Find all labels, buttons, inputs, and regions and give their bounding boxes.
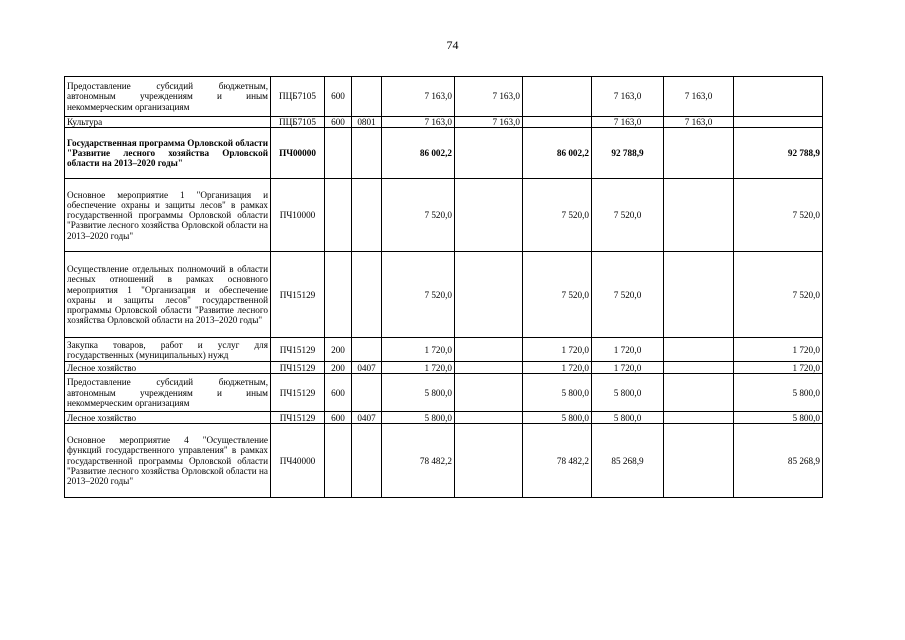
row-value-5 [664, 374, 734, 412]
row-code: ПЧ15129 [271, 252, 325, 338]
row-value-3: 5 800,0 [523, 412, 592, 424]
row-value-5: 7 163,0 [664, 77, 734, 117]
row-value-4: 5 800,0 [592, 374, 664, 412]
row-value-1: 5 800,0 [382, 412, 455, 424]
row-vr: 600 [325, 412, 352, 424]
row-value-4: 85 268,9 [592, 424, 664, 498]
row-value-5 [664, 179, 734, 252]
row-value-2 [455, 412, 523, 424]
table-row [65, 374, 823, 412]
row-value-1: 7 520,0 [382, 252, 455, 338]
row-value-4: 7 163,0 [592, 77, 664, 117]
row-value-6: 5 800,0 [734, 412, 823, 424]
row-code: ПЧ15129 [271, 374, 325, 412]
row-value-2 [455, 338, 523, 362]
row-vr: 200 [325, 362, 352, 374]
row-name: Закупка товаров, работ и услуг для государственных (муниципальных) нужд [65, 338, 271, 362]
row-value-1: 7 163,0 [382, 117, 455, 128]
table-row [65, 338, 823, 362]
row-value-2: 7 163,0 [455, 77, 523, 117]
table-row [65, 362, 823, 374]
row-value-5 [664, 424, 734, 498]
row-value-6: 1 720,0 [734, 338, 823, 362]
row-value-3 [523, 77, 592, 117]
row-vr [325, 128, 352, 179]
row-vr [325, 179, 352, 252]
row-name: Осуществление отдельных полномочий в области лесных отношений в рамках основного мероприятия 1 "Организация и обеспечение охраны и защиты лесов" государственной программы Орловской области "Развитие лесного хозяйства Орловской области на 2013–2020 годы" [65, 252, 271, 338]
row-vr [325, 252, 352, 338]
row-value-4: 7 163,0 [592, 117, 664, 128]
row-rz [352, 338, 382, 362]
row-value-6: 1 720,0 [734, 362, 823, 374]
row-value-6 [734, 77, 823, 117]
row-value-4: 1 720,0 [592, 338, 664, 362]
row-value-5 [664, 338, 734, 362]
row-rz [352, 128, 382, 179]
row-vr: 200 [325, 338, 352, 362]
row-name: Государственная программа Орловской области "Развитие лесного хозяйства Орловской области на 2013–2020 годы" [65, 128, 271, 179]
row-name: Культура [65, 117, 271, 128]
table-row [65, 117, 823, 128]
row-vr: 600 [325, 374, 352, 412]
row-value-4: 92 788,9 [592, 128, 664, 179]
row-value-3: 86 002,2 [523, 128, 592, 179]
row-value-1: 86 002,2 [382, 128, 455, 179]
row-value-6: 85 268,9 [734, 424, 823, 498]
row-value-2 [455, 424, 523, 498]
row-value-4: 7 520,0 [592, 179, 664, 252]
table-row [65, 77, 823, 117]
row-value-5 [664, 128, 734, 179]
row-value-2 [455, 374, 523, 412]
row-rz [352, 179, 382, 252]
row-name: Основное мероприятие 1 "Организация и обеспечение охраны и защиты лесов" в рамках государственной программы Орловской области "Развитие лесного хозяйства Орловской области на 2013–2020 годы" [65, 179, 271, 252]
row-value-3: 1 720,0 [523, 338, 592, 362]
row-value-2 [455, 362, 523, 374]
row-code: ПЧ00000 [271, 128, 325, 179]
table-row [65, 252, 823, 338]
row-value-3 [523, 117, 592, 128]
row-value-4: 5 800,0 [592, 412, 664, 424]
row-code: ПЧ10000 [271, 179, 325, 252]
row-value-4: 7 520,0 [592, 252, 664, 338]
row-rz: 0407 [352, 362, 382, 374]
row-value-3: 7 520,0 [523, 252, 592, 338]
row-rz [352, 77, 382, 117]
row-value-6: 5 800,0 [734, 374, 823, 412]
table-row [65, 424, 823, 498]
row-rz [352, 252, 382, 338]
row-value-4: 1 720,0 [592, 362, 664, 374]
row-rz: 0801 [352, 117, 382, 128]
row-value-3: 5 800,0 [523, 374, 592, 412]
row-code: ПЧ15129 [271, 362, 325, 374]
row-rz: 0407 [352, 412, 382, 424]
table-row [65, 128, 823, 179]
row-value-1: 78 482,2 [382, 424, 455, 498]
page-number: 74 [446, 38, 459, 52]
budget-table [64, 76, 823, 498]
row-value-3: 1 720,0 [523, 362, 592, 374]
row-vr: 600 [325, 117, 352, 128]
row-value-2: 7 163,0 [455, 117, 523, 128]
row-vr: 600 [325, 77, 352, 117]
row-value-5 [664, 412, 734, 424]
row-value-5: 7 163,0 [664, 117, 734, 128]
row-rz [352, 374, 382, 412]
row-value-6: 92 788,9 [734, 128, 823, 179]
row-value-1: 1 720,0 [382, 362, 455, 374]
row-name: Предоставление субсидий бюджетным, автономным учреждениям и иным некоммерческим организациям [65, 374, 271, 412]
row-rz [352, 424, 382, 498]
row-value-6: 7 520,0 [734, 179, 823, 252]
row-code: ПЦБ7105 [271, 117, 325, 128]
row-code: ПЧ15129 [271, 412, 325, 424]
row-name: Основное мероприятие 4 "Осуществление функций государственного управления" в рамках государственной программы Орловской области "Развитие лесного хозяйства Орловской области на 2013–2020 годы" [65, 424, 271, 498]
row-value-6 [734, 117, 823, 128]
row-value-2 [455, 179, 523, 252]
row-value-1: 7 163,0 [382, 77, 455, 117]
row-name: Предоставление субсидий бюджетным, автономным учреждениям и иным некоммерческим организациям [65, 77, 271, 117]
row-code: ПЧ15129 [271, 338, 325, 362]
row-value-1: 7 520,0 [382, 179, 455, 252]
row-vr [325, 424, 352, 498]
row-value-5 [664, 362, 734, 374]
row-value-1: 1 720,0 [382, 338, 455, 362]
row-value-3: 7 520,0 [523, 179, 592, 252]
row-value-1: 5 800,0 [382, 374, 455, 412]
row-name: Лесное хозяйство [65, 362, 271, 374]
table-body [65, 77, 823, 498]
row-code: ПЦБ7105 [271, 77, 325, 117]
table-row [65, 179, 823, 252]
row-value-3: 78 482,2 [523, 424, 592, 498]
row-code: ПЧ40000 [271, 424, 325, 498]
table-row [65, 412, 823, 424]
row-value-2 [455, 128, 523, 179]
row-value-2 [455, 252, 523, 338]
row-value-6: 7 520,0 [734, 252, 823, 338]
row-value-5 [664, 252, 734, 338]
row-name: Лесное хозяйство [65, 412, 271, 424]
